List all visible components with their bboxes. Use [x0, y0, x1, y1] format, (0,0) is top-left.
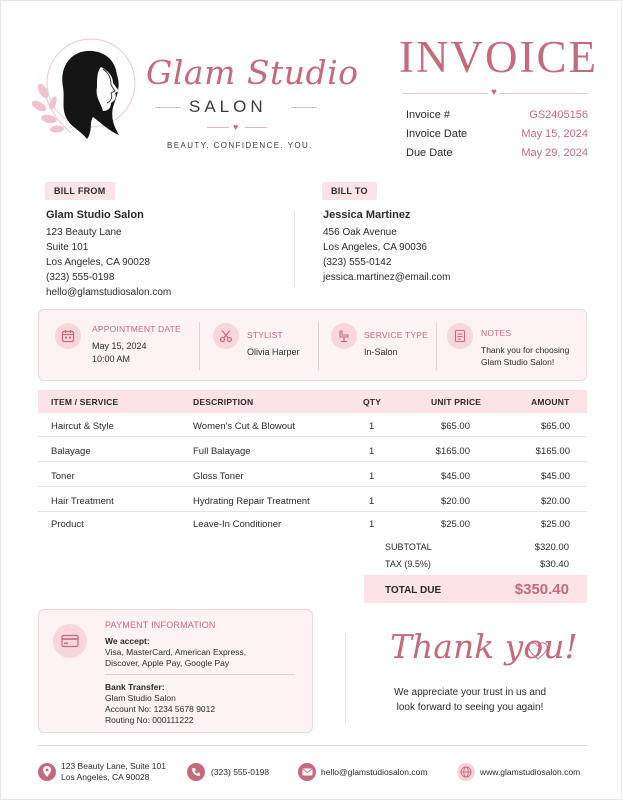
table-row — [38, 463, 587, 487]
service-type-label: SERVICE TYPE — [364, 330, 428, 340]
footer-website[interactable]: www.glamstudiosalon.com — [480, 767, 581, 777]
cell-description: Leave-In Conditioner — [193, 519, 282, 530]
bill-to-block — [323, 208, 450, 285]
cell-qty: 1 — [369, 471, 375, 482]
notes-line: Glam Studio Salon! — [481, 357, 555, 367]
brand-name-script: Glam Studio — [146, 53, 359, 92]
column-header-amount: AMOUNT — [531, 397, 570, 407]
appointment-date: May 15, 2024 — [92, 341, 147, 351]
subtotal-label: SUBTOTAL — [385, 542, 432, 552]
divider — [294, 211, 295, 287]
footer-divider — [38, 745, 587, 746]
invoice-date-row — [406, 128, 588, 140]
footer-address-line: 123 Beauty Lane, Suite 101 — [61, 761, 166, 771]
cell-qty: 1 — [369, 421, 375, 432]
heart-outline-icon — [527, 641, 549, 661]
notes-label: NOTES — [481, 328, 512, 338]
bill-to-tag: BILL TO — [322, 182, 377, 200]
accept-line: Visa, MasterCard, American Express, — [105, 647, 247, 657]
cell-unit-price: $45.00 — [440, 471, 470, 482]
calendar-icon — [55, 323, 81, 349]
invoice-number-row — [406, 109, 588, 121]
due-date-value: May 29, 2024 — [521, 147, 588, 159]
cell-amount: $165.00 — [535, 446, 570, 457]
heart-icon: ♥ — [233, 122, 239, 132]
bill-to-line: Los Angeles, CA 90036 — [323, 242, 427, 253]
salon-chair-icon — [331, 323, 357, 349]
column-header-unit-price: UNIT PRICE — [431, 397, 482, 407]
bill-to-name: Jessica Martinez — [323, 209, 411, 221]
cell-amount: $25.00 — [540, 519, 570, 530]
footer-phone[interactable]: (323) 555-0198 — [211, 767, 270, 777]
brand-name-salon: SALON — [189, 97, 267, 116]
divider — [245, 127, 267, 128]
column-header-item: ITEM / SERVICE — [51, 397, 119, 407]
due-date-row — [406, 147, 588, 159]
email-icon — [298, 763, 316, 781]
cell-unit-price: $165.00 — [435, 446, 470, 457]
appointment-date-label: APPOINTMENT DATE — [92, 324, 181, 334]
cell-description: Gloss Toner — [193, 471, 244, 482]
account-number: Account No: 1234 5678 9012 — [105, 704, 216, 714]
cell-qty: 1 — [369, 519, 375, 530]
appointment-time: 10:00 AM — [92, 354, 131, 364]
column-header-description: DESCRIPTION — [193, 397, 254, 407]
divider — [105, 674, 295, 675]
cell-amount: $20.00 — [540, 496, 570, 507]
table-header — [38, 390, 587, 413]
accept-label: We accept: — [105, 636, 150, 646]
thank-you-script: Thank you! — [390, 627, 578, 666]
table-row — [38, 438, 587, 462]
invoice-title: INVOICE — [399, 32, 598, 82]
service-type-value: In-Salon — [364, 347, 398, 357]
location-pin-icon — [38, 763, 56, 781]
scissors-icon — [213, 323, 239, 349]
cell-item: Balayage — [51, 446, 91, 457]
divider — [436, 322, 437, 370]
divider — [207, 127, 229, 128]
footer-address-line: Los Angeles, CA 90028 — [61, 772, 150, 782]
bill-from-line: Los Angeles, CA 90028 — [46, 257, 150, 268]
bill-from-line: 123 Beauty Lane — [46, 227, 122, 238]
due-date-label: Due Date — [406, 147, 453, 159]
invoice-number-label: Invoice # — [406, 109, 451, 121]
cell-unit-price: $20.00 — [440, 496, 470, 507]
divider — [345, 633, 346, 723]
woman-silhouette-icon — [31, 31, 141, 151]
cell-description: Full Balayage — [193, 446, 251, 457]
bill-from-line: Suite 101 — [46, 242, 89, 253]
bill-from-tag: BILL FROM — [45, 182, 115, 200]
cell-item: Toner — [51, 471, 75, 482]
footer-address — [61, 761, 166, 783]
divider — [155, 107, 181, 108]
divider — [318, 322, 319, 370]
notes-value — [481, 344, 569, 368]
payment-title: PAYMENT INFORMATION — [105, 620, 216, 630]
cell-description: Women's Cut & Blowout — [193, 421, 295, 432]
notes-icon — [447, 323, 473, 349]
phone-icon — [187, 763, 205, 781]
total-due-value: $350.40 — [514, 581, 569, 598]
footer-email[interactable]: hello@glamstudiosalon.com — [321, 767, 428, 777]
column-header-qty: QTY — [363, 397, 382, 407]
table-row — [38, 488, 587, 512]
cell-unit-price: $25.00 — [440, 519, 470, 530]
brand-logo — [31, 31, 359, 161]
bank-name: Glam Studio Salon — [105, 693, 176, 703]
table-row — [38, 413, 587, 437]
table-row — [38, 513, 587, 537]
appointment-panel — [38, 309, 587, 381]
thank-you-message: We appreciate your trust in us and look forward to seeing you again! — [393, 687, 547, 713]
invoice-date-value: May 15, 2024 — [521, 128, 588, 140]
appointment-date-value — [92, 340, 147, 366]
payment-panel — [38, 609, 313, 733]
bill-from-email[interactable]: hello@glamstudiosalon.com — [46, 287, 172, 298]
cell-amount: $65.00 — [540, 421, 570, 432]
cell-item: Haircut & Style — [51, 421, 114, 432]
globe-icon — [457, 763, 475, 781]
bill-from-name: Glam Studio Salon — [46, 209, 144, 221]
heart-icon: ♥ — [488, 87, 500, 98]
invoice-number-value: GS2405156 — [529, 109, 588, 121]
stylist-value: Olivia Harper — [247, 347, 300, 357]
bill-from-line: (323) 555-0198 — [46, 272, 115, 283]
cell-amount: $45.00 — [540, 471, 570, 482]
bill-from-block — [46, 208, 171, 300]
bill-to-line: (323) 555-0142 — [323, 257, 392, 268]
routing-number: Routing No: 000111222 — [105, 715, 194, 725]
cell-qty: 1 — [369, 446, 375, 457]
bill-to-email[interactable]: jessica.martinez@email.com — [323, 272, 451, 283]
bill-to-line: 456 Oak Avenue — [323, 227, 397, 238]
tax-value: $30.40 — [539, 559, 569, 570]
divider — [199, 322, 200, 370]
invoice-date-label: Invoice Date — [406, 128, 468, 140]
accept-line: Discover, Apple Pay, Google Pay — [105, 658, 230, 668]
accepted-methods — [105, 636, 246, 669]
brand-tagline: BEAUTY. CONFIDENCE. YOU. — [167, 141, 313, 150]
notes-line: Thank you for choosing — [481, 345, 570, 355]
tax-label: TAX (9.5%) — [385, 559, 431, 569]
cell-description: Hydrating Repair Treatment — [193, 496, 310, 507]
bank-label: Bank Transfer: — [105, 682, 165, 692]
divider — [291, 107, 317, 108]
credit-card-icon — [53, 624, 87, 658]
cell-qty: 1 — [369, 496, 375, 507]
total-due-label: TOTAL DUE — [385, 585, 442, 596]
cell-item: Hair Treatment — [51, 496, 114, 507]
bank-transfer — [105, 682, 215, 726]
cell-unit-price: $65.00 — [440, 421, 470, 432]
stylist-label: STYLIST — [247, 330, 283, 340]
subtotal-value: $320.00 — [534, 542, 569, 553]
cell-item: Product — [51, 519, 84, 530]
